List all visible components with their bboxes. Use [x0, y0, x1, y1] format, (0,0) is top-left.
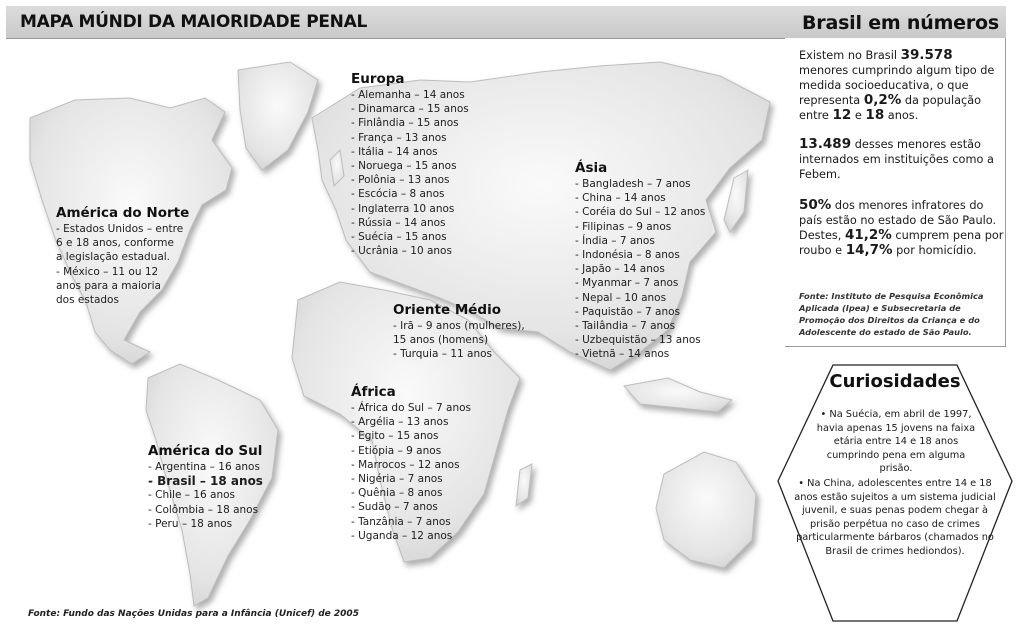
- list-item: - Nepal – 10 anos: [575, 291, 667, 304]
- region-heading: África: [351, 384, 396, 400]
- stat-value: 14,7%: [845, 242, 893, 258]
- list-item: - Itália – 14 anos: [351, 145, 438, 158]
- list-item: - Marrocos – 12 anos: [351, 458, 460, 471]
- australia-shape: [656, 452, 756, 568]
- stat-value: 41,2%: [844, 227, 892, 243]
- stat-value: 39.578: [900, 47, 953, 63]
- text-span: anos.: [884, 109, 919, 122]
- list-item: - Estados Unidos – entre: [56, 223, 184, 235]
- curiosidade-item: • Na China, adolescentes entre 14 e 18 anos estão sujeitos a um sistema judicial juvenil, e suas penas podem chegar à prisão perpétua no caso de crimes particularmente bárbaros (chamados no Brasil de crimes hediondos).: [794, 478, 996, 557]
- footer-source: Fonte: Fundo das Nações Unidas para a Infância (Unicef) de 2005: [28, 609, 359, 619]
- region-heading: Europa: [351, 71, 405, 87]
- list-item: - Colômbia – 18 anos: [148, 503, 259, 516]
- list-item: - China – 14 anos: [575, 192, 666, 205]
- region-heading: Oriente Médio: [393, 302, 501, 318]
- madagascar-shape: [516, 464, 532, 506]
- list-item: - Myanmar – 7 anos: [575, 277, 679, 290]
- list-item: - Chile – 16 anos: [148, 489, 236, 502]
- region-heading: América do Sul: [148, 443, 263, 459]
- title-bar: [6, 6, 1006, 39]
- list-item: - Egito – 15 anos: [351, 430, 439, 443]
- list-item: 6 e 18 anos, conforme: [56, 237, 174, 250]
- stat-value: 13.489: [799, 136, 852, 152]
- stat-value: 0,2%: [863, 92, 902, 108]
- text-span: e: [851, 109, 866, 122]
- region-europa: [351, 71, 469, 258]
- list-item: - Finlândia – 15 anos: [351, 117, 459, 130]
- brasil-paragraph-1: [799, 48, 1004, 123]
- list-item: - Filipinas – 9 anos: [575, 220, 672, 233]
- list-item: anos para a maioria: [56, 279, 161, 292]
- list-item: - Dinamarca – 15 anos: [351, 103, 469, 116]
- text-span: menores cumprindo algum tipo de medida socioeducativa, o que representa: [799, 64, 995, 107]
- list-item: - Tanzânia – 7 anos: [351, 515, 451, 528]
- list-item: - Noruega – 15 anos: [351, 160, 457, 173]
- list-item: - Inglaterra 10 anos: [351, 202, 455, 215]
- region-asia: [575, 160, 705, 362]
- list-item: - Peru – 18 anos: [148, 517, 233, 530]
- list-item: dos estados: [56, 294, 119, 307]
- region-heading: Ásia: [575, 160, 608, 176]
- region-africa: [351, 384, 471, 543]
- japan-shape: [724, 170, 748, 232]
- list-item: - Escócia – 8 anos: [351, 188, 445, 201]
- region-oriente-medio: [393, 302, 525, 362]
- list-item: - Irã – 9 anos (mulheres),: [393, 320, 525, 332]
- text-span: cumprem pena por roubo e: [799, 229, 1004, 257]
- text-span: desses menores estão internados em instituições como a Febem.: [799, 138, 994, 181]
- list-item: - África do Sul – 7 anos: [351, 402, 472, 414]
- list-item: - Uzbequistão – 13 anos: [575, 334, 701, 347]
- greenland-shape: [238, 62, 318, 170]
- region-america-norte: [56, 205, 189, 307]
- brasil-numeros-title: Brasil em números: [802, 12, 999, 34]
- list-item: - Indonésia – 8 anos: [575, 249, 680, 262]
- list-item: - Suécia – 15 anos: [351, 231, 447, 244]
- brasil-numeros-panel: [785, 38, 1006, 347]
- list-item: - Alemanha – 14 anos: [351, 89, 465, 101]
- list-item: - Paquistão – 7 anos: [575, 305, 681, 318]
- curiosidade-item: • Na Suécia, em abril de 1997, havia apenas 15 jovens na faixa etária entre 14 e 18 anos cumprindo pena em alguma prisão.: [816, 409, 976, 475]
- list-item: - Nigéria – 7 anos: [351, 473, 443, 486]
- list-item: - Polônia – 13 anos: [351, 174, 450, 187]
- stat-value: 18: [865, 107, 885, 123]
- page-title: MAPA MÚNDI DA MAIORIDADE PENAL: [20, 12, 368, 32]
- indonesia-shape: [624, 378, 732, 412]
- list-item: - Índia – 7 anos: [575, 234, 655, 247]
- text-span: Existem no Brasil: [799, 49, 901, 62]
- list-item: - Rússia – 14 anos: [351, 216, 446, 229]
- list-item: - Vietnã – 14 anos: [575, 348, 670, 361]
- list-item: - Argélia – 13 anos: [351, 416, 449, 429]
- list-item: - Ucrânia – 10 anos: [351, 245, 452, 258]
- list-item: - Bangladesh – 7 anos: [575, 178, 691, 190]
- list-item: - Argentina – 16 anos: [148, 461, 260, 473]
- stat-value: 50%: [799, 197, 832, 213]
- curiosidades-title: Curiosidades: [829, 371, 961, 392]
- list-item: - Sudão – 7 anos: [351, 501, 438, 514]
- curiosidades-box: [775, 363, 1015, 625]
- list-item: - Etiópia – 9 anos: [351, 444, 442, 457]
- list-item: - Brasil – 18 anos: [148, 474, 263, 489]
- list-item: - Coréia do Sul – 12 anos: [575, 206, 706, 219]
- brasil-paragraph-2: [799, 137, 1004, 182]
- list-item: - Tailândia – 7 anos: [575, 320, 676, 333]
- list-item: 15 anos (homens): [393, 334, 489, 347]
- region-america-sul: [148, 443, 263, 531]
- list-item: - México – 11 ou 12: [56, 265, 159, 278]
- list-item: - Japão – 14 anos: [575, 263, 665, 276]
- list-item: - Quênia – 8 anos: [351, 487, 443, 500]
- region-heading: América do Norte: [56, 205, 190, 221]
- list-item: a legislação estadual.: [56, 251, 171, 264]
- stat-value: 12: [832, 107, 852, 123]
- text-span: por homicídio.: [892, 244, 977, 257]
- text-span: da população entre: [799, 94, 982, 122]
- brasil-paragraph-3: [799, 198, 1004, 258]
- list-item: - Uganda – 12 anos: [351, 529, 453, 542]
- brasil-source: Fonte: Instituto de Pesquisa Econômica Aplicada (Ipea) e Subsecretaria de Promoção dos Direitos da Criança e do Adolescente do estado de São Paulo.: [799, 291, 984, 337]
- list-item: - França – 13 anos: [351, 131, 447, 144]
- list-item: - Turquia – 11 anos: [393, 348, 493, 361]
- text-span: dos menores infratores do país estão no estado de São Paulo. Destes,: [799, 199, 997, 242]
